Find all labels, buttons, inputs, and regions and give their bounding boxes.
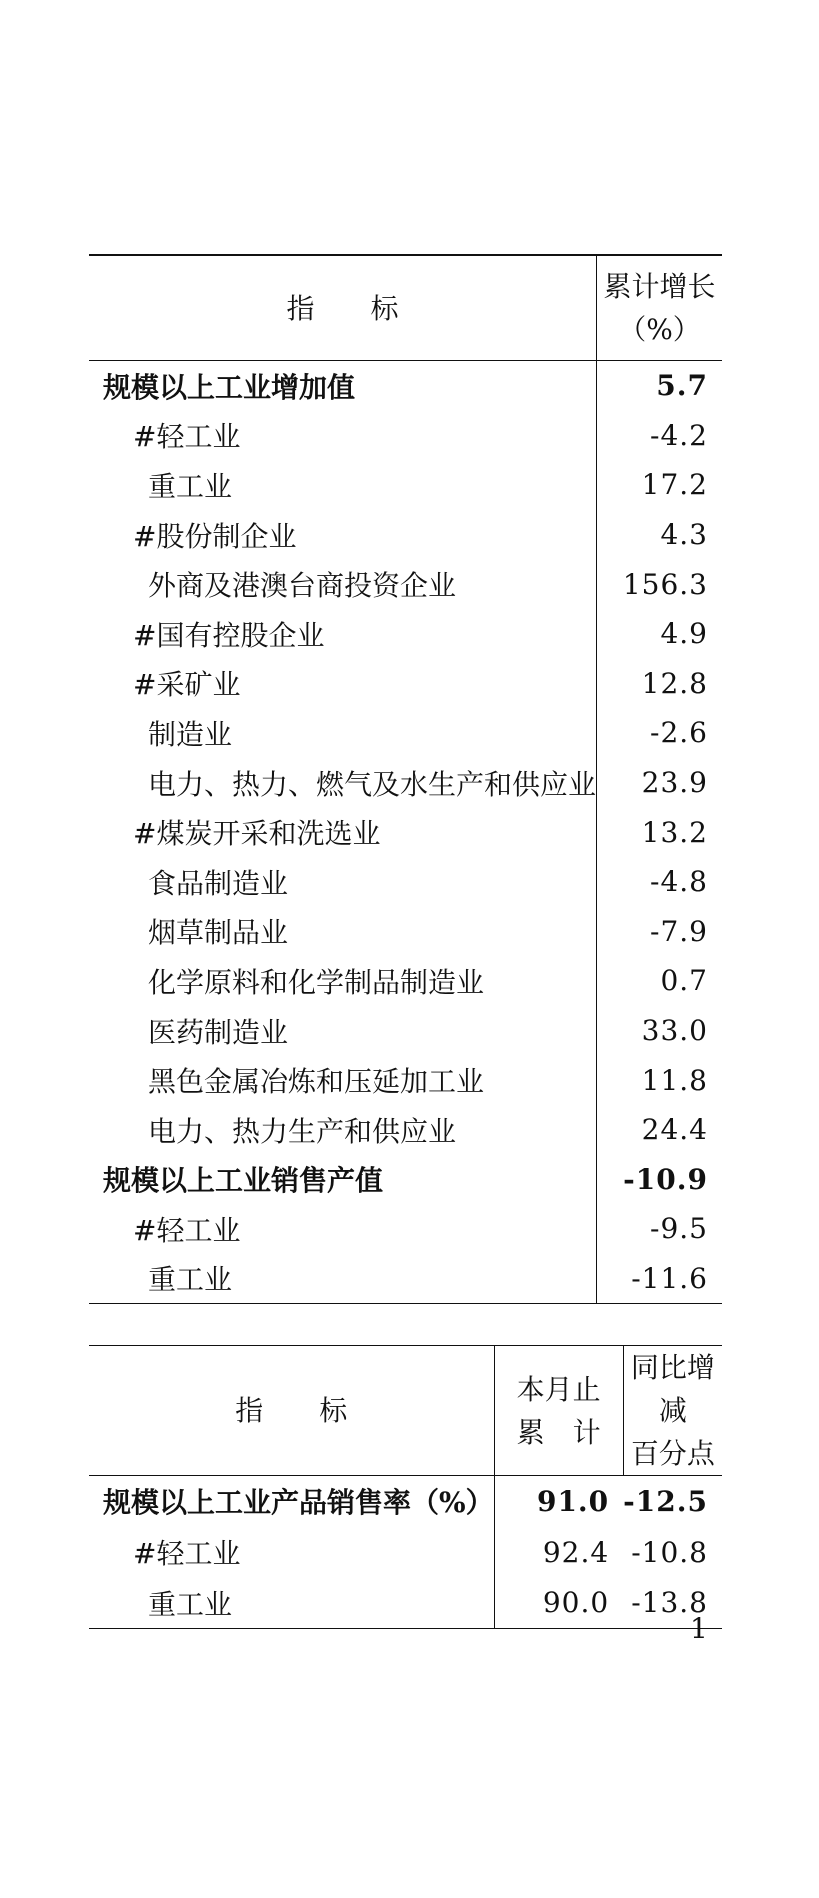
- table-row: [89, 559, 722, 609]
- table-row: [89, 956, 722, 1006]
- table-row: [89, 1577, 722, 1628]
- indicator-name: 重工业: [148, 1587, 233, 1621]
- growth-value: 12.8: [597, 659, 722, 709]
- growth-value: -4.2: [597, 411, 722, 461]
- indicator-name: #国有控股企业: [133, 618, 325, 652]
- indicator-name: 黑色金属冶炼和压延加工业: [148, 1065, 485, 1099]
- table-row: [89, 460, 722, 510]
- table-row: [89, 1527, 722, 1578]
- indicator-name: 食品制造业: [148, 866, 289, 900]
- indicator-name: 电力、热力、燃气及水生产和供应业: [148, 767, 597, 801]
- indicator-name: 重工业: [148, 469, 233, 503]
- table-row: [89, 1155, 722, 1205]
- growth-value: 23.9: [597, 758, 722, 808]
- growth-value: 156.3: [597, 559, 722, 609]
- cumulative-value: 92.4: [494, 1527, 623, 1578]
- growth-value: 0.7: [597, 956, 722, 1006]
- growth-table-header: [89, 255, 722, 361]
- indicator-name: #轻工业: [133, 420, 241, 454]
- indicator-name: 规模以上工业增加值: [103, 370, 356, 404]
- table-row: [89, 510, 722, 560]
- growth-value: -2.6: [597, 708, 722, 758]
- indicator-name: 外商及港澳台商投资企业: [148, 569, 457, 603]
- indicator-header: 指 标: [89, 255, 597, 361]
- table-row: [89, 659, 722, 709]
- table-row: [89, 857, 722, 907]
- indicator-name: 电力、热力生产和供应业: [148, 1114, 457, 1148]
- indicator-name: #股份制企业: [133, 519, 297, 553]
- indicator-name: 化学原料和化学制品制造业: [148, 965, 485, 999]
- yoy-change-value: -12.5: [623, 1484, 708, 1518]
- growth-value: -11.6: [597, 1254, 722, 1304]
- indicator-name: #煤炭开采和洗选业: [133, 817, 381, 851]
- growth-value: 4.3: [597, 510, 722, 560]
- growth-value: 13.2: [597, 807, 722, 857]
- table-row: [89, 907, 722, 957]
- yoy-change-value: -13.8: [631, 1586, 708, 1620]
- percent-unit-label: （%）: [618, 313, 701, 346]
- table-row: [89, 807, 722, 857]
- yoy-change-label-line2: 百分点: [630, 1437, 715, 1470]
- page-number: 1: [690, 1612, 708, 1645]
- cumulative-header: [494, 1346, 623, 1476]
- indicator-name: 医药制造业: [148, 1015, 289, 1049]
- growth-value: 24.4: [597, 1105, 722, 1155]
- table-row: [89, 708, 722, 758]
- table-row: [89, 1204, 722, 1254]
- cumulative-label-line1: 本月止: [516, 1372, 601, 1406]
- indicator-name: 规模以上工业销售产值: [103, 1164, 384, 1198]
- growth-value: -9.5: [597, 1204, 722, 1254]
- table-row: [89, 1254, 722, 1304]
- table-row: [89, 361, 722, 411]
- cumulative-growth-header: [597, 255, 722, 361]
- table-row: [89, 1105, 722, 1155]
- indicator-name: #轻工业: [133, 1537, 241, 1571]
- growth-value: 4.9: [597, 609, 722, 659]
- cumulative-value: 91.0: [494, 1476, 623, 1527]
- cumulative-label-line2: 累 计: [516, 1415, 601, 1449]
- cumulative-growth-label: 累计增长: [603, 270, 716, 303]
- yoy-change-header: [623, 1346, 722, 1476]
- table-row: [89, 1006, 722, 1056]
- indicator-name: #轻工业: [133, 1213, 241, 1247]
- sales-rate-table: [89, 1345, 722, 1629]
- growth-value: 5.7: [597, 361, 722, 411]
- indicator-name: 烟草制品业: [148, 916, 289, 950]
- indicator-name: 制造业: [148, 717, 233, 751]
- indicator-name: #采矿业: [133, 668, 241, 702]
- growth-value: 17.2: [597, 460, 722, 510]
- growth-value: 33.0: [597, 1006, 722, 1056]
- growth-value: 11.8: [597, 1055, 722, 1105]
- yoy-change-value: -10.8: [631, 1535, 708, 1569]
- table-row: [89, 1476, 722, 1527]
- growth-value: -7.9: [597, 907, 722, 957]
- sales-rate-table-header: [89, 1346, 722, 1476]
- yoy-change-label-line1: 同比增减: [630, 1351, 715, 1427]
- growth-value: -10.9: [597, 1155, 722, 1205]
- growth-table: [89, 254, 722, 1304]
- indicator-header-2: 指 标: [89, 1346, 494, 1476]
- table-row: [89, 1055, 722, 1105]
- table-row: [89, 758, 722, 808]
- cumulative-value: 90.0: [494, 1577, 623, 1628]
- indicator-name: 重工业: [148, 1263, 233, 1297]
- table-row: [89, 609, 722, 659]
- table-row: [89, 411, 722, 461]
- indicator-name: 规模以上工业产品销售率（%）: [103, 1486, 494, 1520]
- growth-value: -4.8: [597, 857, 722, 907]
